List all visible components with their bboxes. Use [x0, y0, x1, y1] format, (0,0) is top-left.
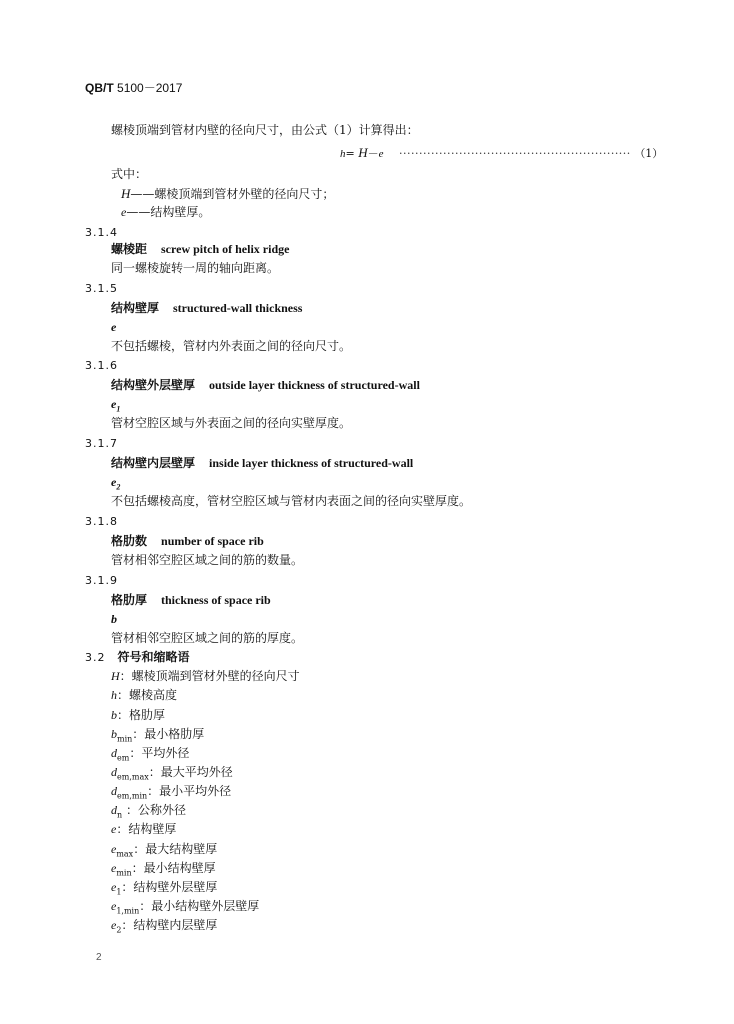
symbol-letter: e: [111, 899, 117, 913]
clause-number: 3.1.6: [85, 359, 118, 372]
where-e-description: ——结构壁厚。: [126, 205, 211, 219]
clause-number: 3.1.4: [85, 226, 118, 239]
symbol-subscript: 2: [116, 925, 122, 935]
formula-equals: =: [345, 147, 359, 160]
clause-number: 3.1.8: [85, 515, 118, 528]
symbol-letter: d: [111, 746, 117, 760]
term-symbol: [111, 397, 121, 414]
term-zh: 格肋数: [111, 534, 148, 548]
term-definition: 管材相邻空腔区域之间的筋的数量。: [111, 553, 304, 567]
symbol-subscript: max: [116, 849, 134, 859]
term-heading: [111, 594, 271, 606]
symbol-item: [111, 861, 216, 878]
symbol-description: ：螺棱顶端到管材外壁的径向尺寸: [119, 669, 300, 683]
symbol-item: [111, 918, 218, 935]
where-item-e: [121, 206, 210, 218]
symbol-item: [111, 899, 260, 916]
symbol-item: [111, 803, 186, 820]
term-zh: 结构壁外层壁厚: [111, 378, 196, 392]
symbol-description: ：最小结构壁厚: [131, 861, 216, 875]
term-definition: 不包括螺棱，管材内外表面之间的径向尺寸。: [111, 339, 352, 353]
where-label: 式中：: [111, 167, 148, 181]
clause-number: 3.1.5: [85, 282, 118, 295]
symbol-description: ：最小平均外径: [147, 784, 232, 798]
term-symbol: e: [111, 320, 117, 334]
symbol-letter: H: [111, 669, 120, 683]
clause-number: 3.1.7: [85, 437, 118, 450]
formula-line: [340, 146, 663, 160]
term-en: inside layer thickness of structured-wall: [209, 456, 414, 470]
symbol-subscript: min: [117, 734, 133, 744]
symbol-item: [111, 746, 190, 763]
term-symbol-subscript: 1: [116, 404, 121, 414]
where-H-description: ——螺棱顶端到管材外壁的径向尺寸；: [130, 187, 335, 201]
term-en: number of space rib: [161, 534, 264, 548]
formula-number: （1）: [634, 147, 664, 160]
where-e-symbol: e: [121, 205, 127, 219]
term-symbol-letter: e: [111, 475, 117, 489]
formula-H: H: [358, 145, 368, 160]
term-definition: 管材相邻空腔区域之间的筋的厚度。: [111, 631, 304, 645]
term-zh: 螺棱距: [111, 242, 148, 256]
section-title: 符号和缩略语: [117, 650, 190, 664]
symbol-subscript: em: [117, 753, 130, 763]
symbol-subscript: min: [116, 868, 132, 878]
term-en: thickness of space rib: [161, 593, 271, 607]
symbol-description: ：螺棱高度: [117, 688, 178, 702]
symbol-description: ：最大结构壁厚: [133, 842, 218, 856]
standard-code: QB/T: [85, 81, 114, 95]
formula-e: e: [378, 148, 384, 160]
formula-h: h: [340, 148, 346, 160]
symbol-item: [111, 689, 177, 701]
symbol-item: [111, 880, 218, 897]
symbol-item: [111, 842, 218, 859]
term-symbol: b: [111, 612, 117, 626]
symbol-description: ：结构壁厚: [116, 822, 177, 836]
term-zh: 结构壁内层壁厚: [111, 456, 196, 470]
symbol-item: [111, 670, 300, 682]
where-H-symbol: H: [121, 186, 131, 201]
symbol-description: ：最小结构壁外层壁厚: [139, 899, 260, 913]
symbol-letter: e: [111, 822, 117, 836]
symbol-description: ：平均外径: [129, 746, 190, 760]
term-en: outside layer thickness of structured-wall: [209, 378, 420, 392]
symbol-item: [111, 784, 232, 801]
symbol-subscript: em,min: [117, 791, 148, 801]
intro-text: 螺棱顶端到管材内壁的径向尺寸，由公式（1）计算得出：: [111, 123, 419, 137]
symbol-letter: b: [111, 708, 117, 722]
symbol-letter: d: [111, 765, 117, 779]
clause-number: 3.1.9: [85, 574, 118, 587]
term-en: structured-wall thickness: [173, 301, 303, 315]
symbol-subscript: n: [117, 810, 123, 820]
term-definition: 同一螺棱旋转一周的轴向距离。: [111, 261, 280, 275]
section-heading: [85, 651, 190, 663]
standard-number: 5100－2017: [117, 81, 183, 95]
symbol-letter: e: [111, 918, 117, 932]
term-heading: [111, 457, 413, 469]
where-item-H: [121, 187, 334, 200]
term-heading: [111, 302, 302, 314]
symbol-letter: e: [111, 880, 117, 894]
term-heading: [111, 379, 420, 391]
symbol-subscript: em,max: [117, 772, 149, 782]
symbol-subscript: 1: [116, 887, 122, 897]
symbol-description: ：结构壁内层壁厚: [121, 918, 218, 932]
symbol-item: [111, 709, 165, 721]
term-definition: 不包括螺棱高度，管材空腔区域与管材内表面之间的径向实壁厚度。: [111, 494, 472, 508]
formula-minus: －: [367, 147, 379, 160]
symbol-item: [111, 823, 176, 835]
term-heading: [111, 243, 289, 255]
term-symbol-subscript: 2: [116, 482, 121, 492]
term-symbol: [111, 475, 121, 492]
standard-header: [85, 82, 182, 94]
symbol-description: ：公称外径: [122, 803, 186, 817]
term-symbol-letter: e: [111, 397, 117, 411]
symbol-letter: e: [111, 842, 117, 856]
symbol-letter: h: [111, 688, 117, 702]
term-zh: 结构壁厚: [111, 301, 160, 315]
symbol-description: ：格肋厚: [117, 708, 166, 722]
symbol-letter: b: [111, 727, 117, 741]
symbol-description: ：最小格肋厚: [132, 727, 205, 741]
symbol-subscript: 1,min: [116, 906, 140, 916]
symbol-letter: d: [111, 784, 117, 798]
term-heading: [111, 535, 264, 547]
section-number: 3.2: [85, 651, 106, 664]
symbol-letter: d: [111, 803, 117, 817]
symbol-letter: e: [111, 861, 117, 875]
symbol-description: ：结构壁外层壁厚: [121, 880, 218, 894]
symbol-item: [111, 765, 233, 782]
term-zh: 格肋厚: [111, 593, 148, 607]
formula-leader-dots: ··························································: [399, 147, 631, 160]
term-en: screw pitch of helix ridge: [161, 242, 290, 256]
symbol-description: ：最大平均外径: [148, 765, 233, 779]
page-number: 2: [96, 952, 102, 963]
symbol-item: [111, 727, 205, 744]
term-definition: 管材空腔区域与外表面之间的径向实壁厚度。: [111, 416, 352, 430]
